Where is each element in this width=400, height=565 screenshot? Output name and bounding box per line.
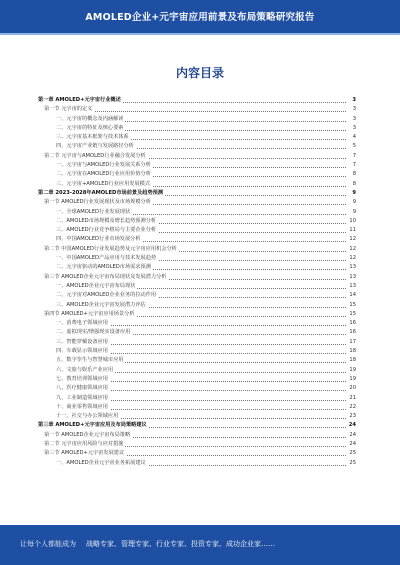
toc-entry[interactable] (38, 105, 356, 114)
toc-entry-page: 14 (347, 291, 356, 300)
toc-entry[interactable] (38, 133, 356, 142)
toc-entry-page: 9 (347, 198, 356, 207)
toc-entry-label: 五、数字孪生与智慧城市应用 (56, 356, 125, 365)
toc-entry-label: 九、工业制造领域应用 (56, 394, 110, 403)
toc-entry[interactable] (38, 263, 356, 272)
toc-entry-page: 9 (347, 208, 356, 217)
toc-entry[interactable] (38, 254, 356, 263)
toc-entry-label: 三、AMOLED行业竞争格局与主要企业分析 (56, 226, 158, 235)
toc-entry-page: 10 (347, 217, 356, 226)
toc-entry[interactable] (38, 301, 356, 310)
toc-entry[interactable] (38, 124, 356, 133)
toc-entry-label: 二、元宇宙在AMOLED行业应用价值分析 (56, 170, 153, 179)
toc-entry-label: 四、车载显示领域应用 (56, 347, 110, 356)
toc-entry-page: 3 (347, 105, 356, 114)
toc-entry[interactable] (38, 180, 356, 189)
toc-entry-label: 一、AMOLED企业元宇宙业务拓展建议 (56, 459, 148, 468)
toc-entry-page: 18 (347, 356, 356, 365)
toc-entry-page: 12 (347, 245, 356, 254)
toc-entry[interactable] (38, 245, 356, 254)
toc-entry-page: 12 (347, 254, 356, 263)
toc-entry-page: 19 (347, 375, 356, 384)
toc-entry-page: 16 (347, 319, 356, 328)
toc-entry[interactable] (38, 412, 356, 421)
toc-entry[interactable] (38, 161, 356, 170)
toc-entry[interactable] (38, 394, 356, 403)
toc-entry-label: 第二节 中国AMOLED行业发展趋势及元宇宙应用机会分析 (44, 245, 179, 254)
toc-entry-page: 3 (347, 124, 356, 133)
toc-entry[interactable] (38, 152, 356, 161)
toc-entry[interactable] (38, 226, 356, 235)
toc-entry-page: 3 (347, 115, 356, 124)
toc-entry-label: 第一章 AMOLED+元宇宙行业概述 (38, 96, 123, 105)
toc-entry[interactable] (38, 347, 356, 356)
toc-entry-page: 9 (347, 189, 356, 198)
toc-entry-label: 一、元宇宙的概念及内涵解读 (56, 115, 125, 124)
toc-entry-label: 四、元宇宙产业链与发展路径分析 (56, 142, 136, 151)
toc-entry-label: 一、AMOLED企业元宇宙布局现状 (56, 282, 137, 291)
footer-banner (0, 525, 400, 565)
toc-entry-page: 13 (347, 263, 356, 272)
toc-entry-label: 第三节 AMOLED+元宇宙发展建议 (44, 449, 126, 458)
toc-entry[interactable] (38, 142, 356, 151)
toc-entry-page: 12 (347, 235, 356, 244)
toc-entry-page: 25 (347, 459, 356, 468)
toc-entry-label: 第三节 AMOLED企业元宇宙布局现状及发展潜力分析 (44, 273, 168, 282)
toc-entry-page: 3 (347, 96, 356, 105)
toc-entry[interactable] (38, 170, 356, 179)
toc-entry-label: 第一节 AMOLED行业发展现状及市场规模分析 (44, 198, 153, 207)
toc-entry[interactable] (38, 403, 356, 412)
toc-entry-page: 23 (347, 412, 356, 421)
toc-entry[interactable] (38, 217, 356, 226)
toc-entry[interactable] (38, 449, 356, 458)
toc-entry-label: 三、智能穿戴设备应用 (56, 338, 110, 347)
toc-entry-page: 17 (347, 338, 356, 347)
toc-entry[interactable] (38, 291, 356, 300)
toc-entry[interactable] (38, 115, 356, 124)
toc-entry-page: 22 (347, 403, 356, 412)
toc-entry-page: 5 (347, 142, 356, 151)
toc-entry[interactable] (38, 421, 356, 430)
toc-entry-label: 二、AMOLED市场规模及增长趋势预测分析 (56, 217, 158, 226)
toc-entry-label: 第一节 AMOLED企业元宇宙布局策略 (44, 431, 132, 440)
toc-entry-page: 16 (347, 328, 356, 337)
toc-entry[interactable] (38, 356, 356, 365)
toc-entry-page: 13 (347, 282, 356, 291)
toc-entry[interactable] (38, 208, 356, 217)
toc-entry-label: 三、元宇宙基本框架与技术体系 (56, 133, 131, 142)
toc-entry-label: 第三章 AMOLED+元宇宙应用及布局策略建议 (38, 421, 149, 430)
toc-entry[interactable] (38, 338, 356, 347)
toc-entry-label: 二、元宇宙的特征及核心要素 (56, 124, 125, 133)
toc-entry-label: 七、教育培训领域应用 (56, 375, 110, 384)
toc-entry-label: 一、全球AMOLED行业发展现状 (56, 208, 132, 217)
toc-entry[interactable] (38, 310, 356, 319)
toc-entry[interactable] (38, 440, 356, 449)
toc-entry-page: 11 (347, 226, 356, 235)
toc-entry-page: 8 (347, 180, 356, 189)
toc-entry[interactable] (38, 375, 356, 384)
toc-entry-page: 4 (347, 133, 356, 142)
toc-entry-page: 7 (347, 152, 356, 161)
toc-entry[interactable] (38, 198, 356, 207)
toc-entry-page: 13 (347, 273, 356, 282)
toc-entry-page: 20 (347, 384, 356, 393)
toc-entry-label: 三、元宇宙+AMOLED行业应用发展模式 (56, 180, 152, 189)
toc-entry-label: 二、元宇宙驱动的AMOLED市场需求预测 (56, 263, 153, 272)
toc-entry-label: 一、元宇宙与AMOLED行业发展关系分析 (56, 161, 153, 170)
toc-entry-label: 第二节 元宇宙与AMOLED行业融合发展分析 (44, 152, 148, 161)
toc-entry-label: 六、文旅与娱乐产业应用 (56, 366, 115, 375)
toc-entry-label: 八、医疗健康领域应用 (56, 384, 110, 393)
table-of-contents (38, 96, 356, 468)
toc-entry-label: 第四节 AMOLED+元宇宙应用场景分析 (44, 310, 137, 319)
toc-entry-label: 第二章 2023-2028年AMOLED市场前景及趋势预测 (38, 189, 165, 198)
toc-entry[interactable] (38, 96, 356, 105)
footer-slogan (20, 539, 275, 549)
toc-entry-page: 8 (347, 170, 356, 179)
toc-entry-page: 24 (347, 421, 356, 430)
toc-entry[interactable] (38, 189, 356, 198)
toc-entry[interactable] (38, 235, 356, 244)
toc-entry-page: 15 (347, 301, 356, 310)
toc-entry[interactable] (38, 384, 356, 393)
toc-entry-page: 19 (347, 366, 356, 375)
toc-entry-label: 二、虚拟现实/增强现实设备应用 (56, 328, 132, 337)
toc-entry[interactable] (38, 431, 356, 440)
toc-entry[interactable] (38, 319, 356, 328)
footer-slogan-right: 战略专家、管理专家、行业专家、投资专家、成功企业家…… (86, 540, 275, 548)
toc-entry[interactable] (38, 459, 356, 468)
toc-entry-label: 第二节 元宇宙应用风险与应对措施 (44, 440, 125, 449)
toc-entry-page: 15 (347, 310, 356, 319)
toc-entry-page: 7 (347, 161, 356, 170)
toc-entry-page: 18 (347, 347, 356, 356)
toc-entry-label: 一、消费电子领域应用 (56, 319, 110, 328)
toc-entry-page: 25 (347, 449, 356, 458)
toc-entry-label: 一、中国AMOLED产品应用与技术发展趋势 (56, 254, 158, 263)
toc-entry[interactable] (38, 282, 356, 291)
toc-entry-page: 24 (347, 440, 356, 449)
header-divider (0, 33, 400, 35)
toc-title: 内容目录 (175, 66, 224, 80)
toc-entry[interactable] (38, 366, 356, 375)
toc-entry-label: 十一、社交与办公领域应用 (56, 412, 120, 421)
header-banner (0, 0, 400, 33)
footer-slogan-left: 让每个人都能成为 (20, 540, 76, 548)
toc-entry[interactable] (38, 328, 356, 337)
toc-entry-page: 24 (347, 431, 356, 440)
toc-entry-label: 四、中国AMOLED行业市场发展分析 (56, 235, 143, 244)
report-title: AMOLED企业+元宇宙应用前景及布局策略研究报告 (85, 12, 315, 23)
toc-entry-label: 十、商业零售领域应用 (56, 403, 110, 412)
toc-entry-label: 第一节 元宇宙的定义 (44, 105, 94, 114)
toc-entry-label: 二、元宇宙对AMOLED企业业务的拉动作用 (56, 291, 158, 300)
toc-entry-label: 三、AMOLED企业元宇宙发展潜力评估 (56, 301, 148, 310)
toc-entry-page: 21 (347, 394, 356, 403)
toc-entry[interactable] (38, 273, 356, 282)
